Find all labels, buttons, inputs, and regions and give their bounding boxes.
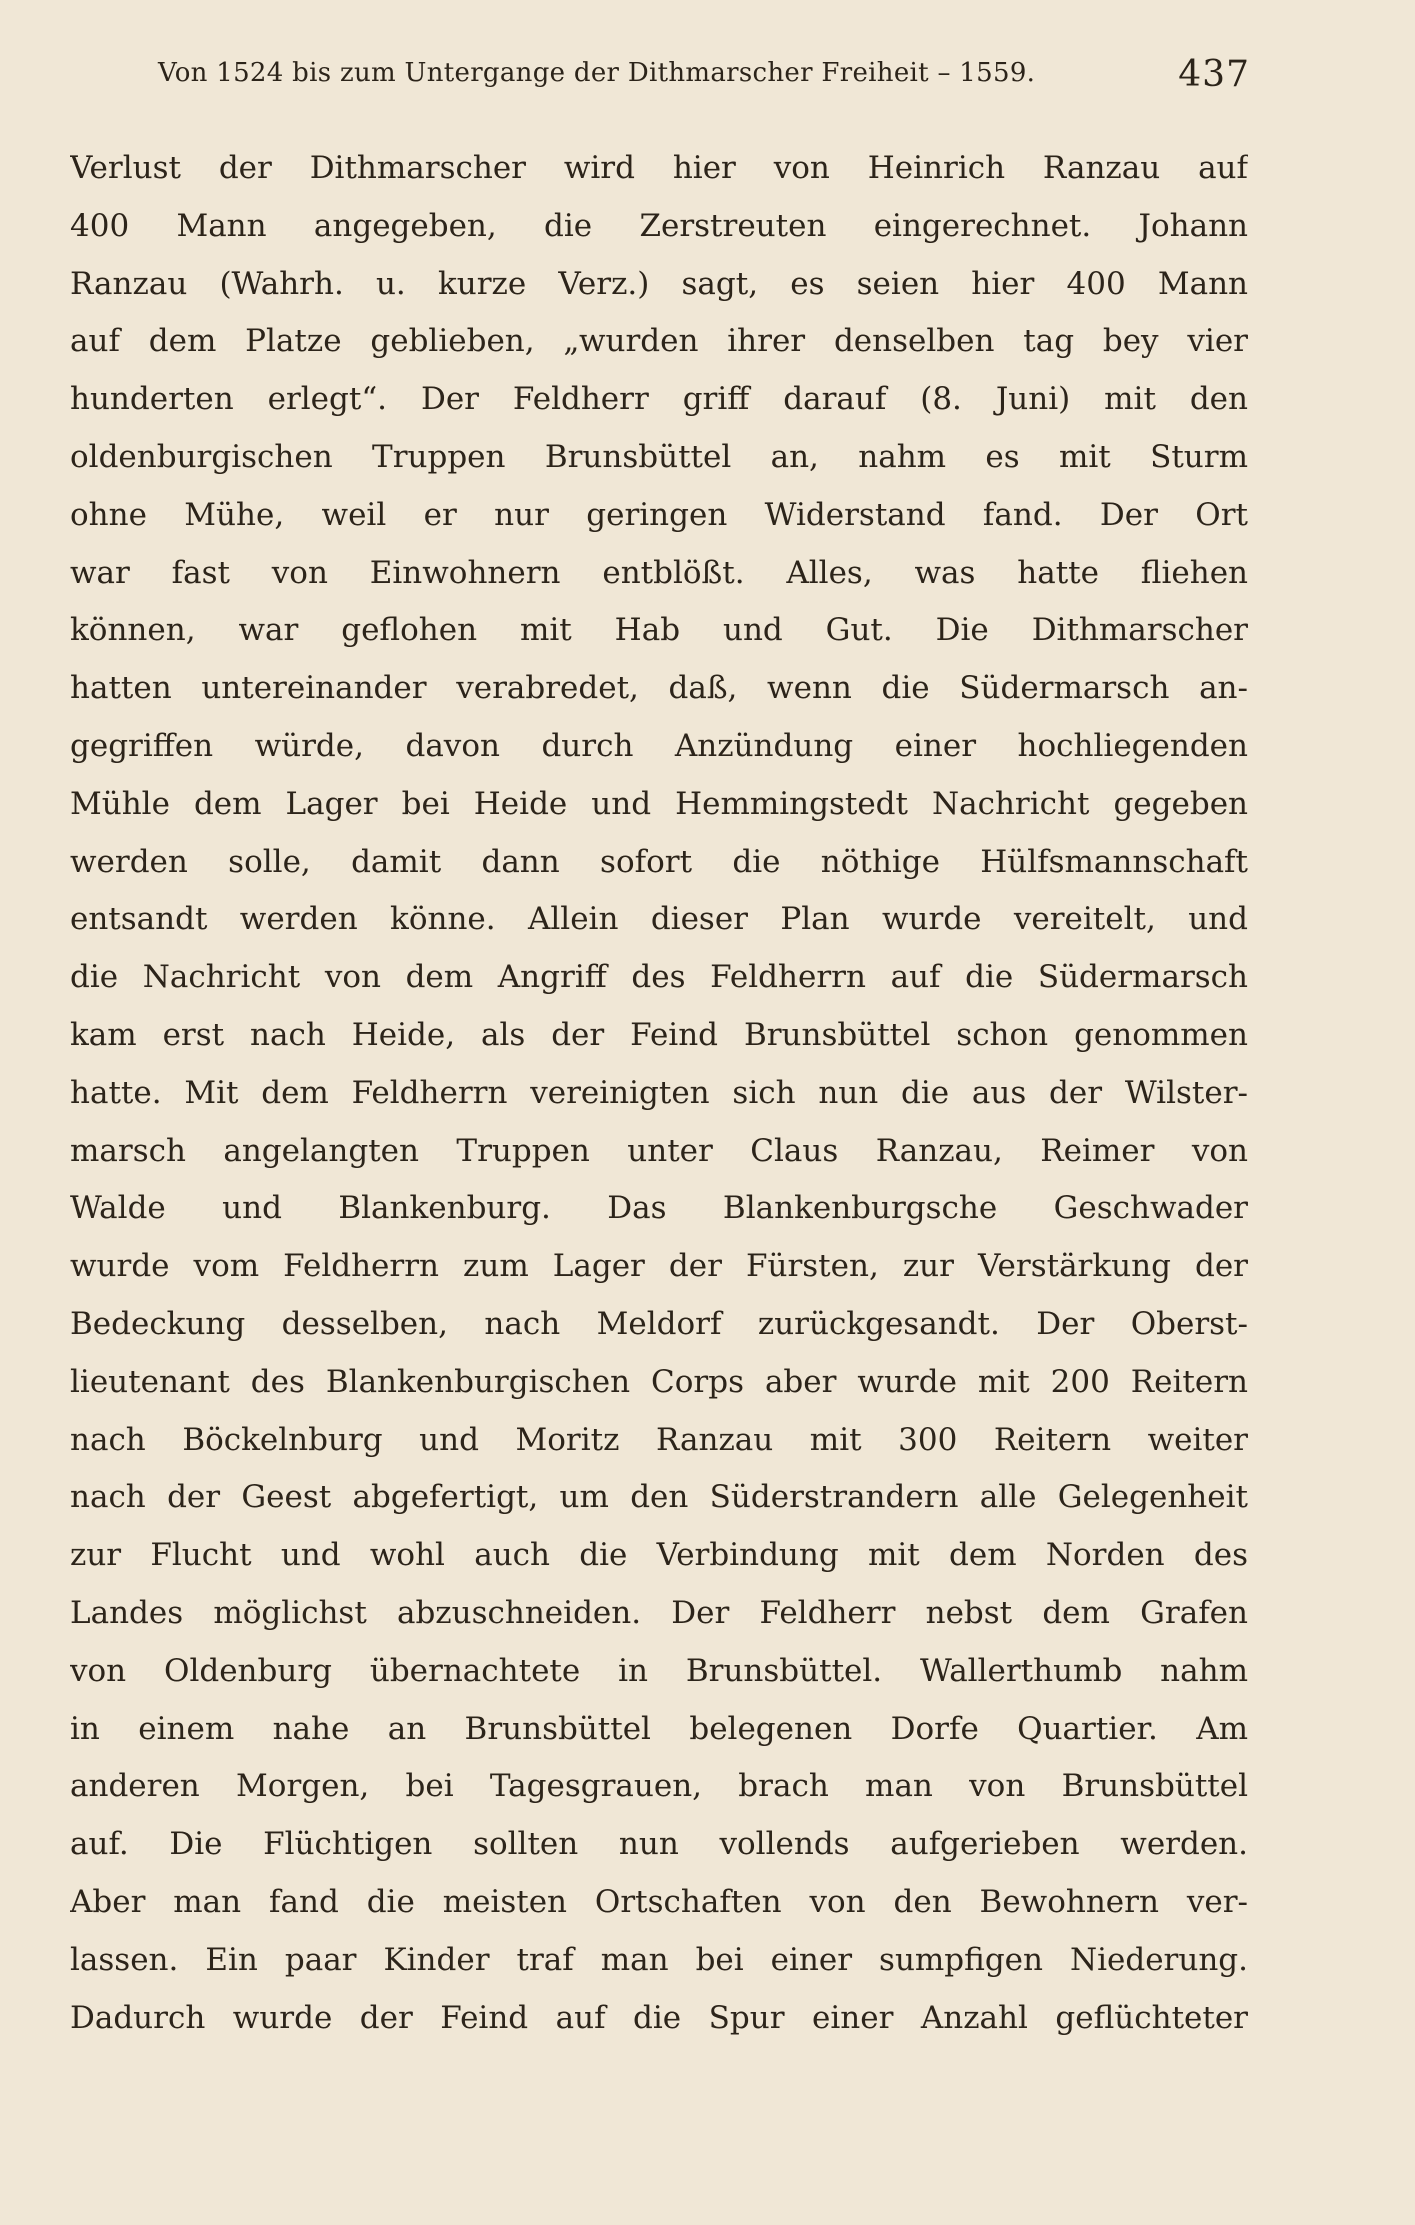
text-line: Aber man fand die meisten Ortschaften von den Bewohnern ver-	[70, 1883, 1248, 1920]
text-line: Ranzau (Wahrh. u. kurze Verz.) sagt, es seien hier 400 Mann	[70, 265, 1248, 302]
text-line: lieutenant des Blankenburgischen Corps aber wurde mit 200 Reitern	[70, 1363, 1248, 1400]
text-line: marsch angelangten Truppen unter Claus Ranzau, Reimer von	[70, 1132, 1248, 1169]
running-head	[158, 54, 1250, 102]
text-line: hatte. Mit dem Feldherrn vereinigten sich nun die aus der Wilster-	[70, 1074, 1248, 1111]
text-line: anderen Morgen, bei Tagesgrauen, brach man von Brunsbüttel	[70, 1768, 1248, 1805]
text-line: werden solle, damit dann sofort die nöthige Hülfsmannschaft	[70, 843, 1248, 880]
text-line: auf. Die Flüchtigen sollten nun vollends aufgerieben werden.	[70, 1826, 1248, 1863]
text-line: lassen. Ein paar Kinder traf man bei einer sumpfigen Niederung.	[70, 1941, 1248, 1978]
text-line: können, war geflohen mit Hab und Gut. Die Dithmarscher	[70, 612, 1248, 649]
text-line: wurde vom Feldherrn zum Lager der Fürsten, zur Verstärkung der	[70, 1248, 1248, 1285]
text-line: zur Flucht und wohl auch die Verbindung mit dem Norden des	[70, 1537, 1248, 1574]
text-line: Verlust der Dithmarscher wird hier von Heinrich Ranzau auf	[70, 150, 1248, 186]
text-line: nach Böckelnburg und Moritz Ranzau mit 300 Reitern weiter	[70, 1421, 1248, 1458]
text-line: nach der Geest abgefertigt, um den Süderstrandern alle Gelegenheit	[70, 1479, 1248, 1516]
text-line: kam erst nach Heide, als der Feind Brunsbüttel schon genommen	[70, 1016, 1248, 1053]
text-line: auf dem Platze geblieben, „wurden ihrer denselben tag bey vier	[70, 323, 1248, 360]
text-line: von Oldenburg übernachtete in Brunsbüttel. Wallerthumb nahm	[70, 1652, 1248, 1689]
text-line: die Nachricht von dem Angriff des Feldherrn auf die Südermarsch	[70, 959, 1248, 996]
text-line: ohne Mühe, weil er nur geringen Widerstand fand. Der Ort	[70, 496, 1248, 533]
text-line: entsandt werden könne. Allein dieser Plan wurde vereitelt, und	[70, 901, 1248, 938]
text-line: Bedeckung desselben, nach Meldorf zurückgesandt. Der Oberst-	[70, 1305, 1248, 1342]
text-line: war fast von Einwohnern entblößt. Alles, was hatte fliehen	[70, 554, 1248, 591]
text-line: Landes möglichst abzuschneiden. Der Feldherr nebst dem Grafen	[70, 1594, 1248, 1631]
text-line: gegriffen würde, davon durch Anzündung einer hochliegenden	[70, 727, 1248, 764]
text-line: 400 Mann angegeben, die Zerstreuten eingerechnet. Johann	[70, 207, 1248, 244]
text-line: Mühle dem Lager bei Heide und Hemmingstedt Nachricht gegeben	[70, 785, 1248, 822]
text-line: Walde und Blankenburg. Das Blankenburgsche Geschwader	[70, 1190, 1248, 1227]
text-line: hunderten erlegt“. Der Feldherr griff darauf (8. Juni) mit den	[70, 381, 1248, 418]
text-line: Dadurch wurde der Feind auf die Spur einer Anzahl geflüchteter	[70, 1999, 1248, 2036]
running-title: Von 1524 bis zum Untergange der Dithmarscher Freiheit – 1559.	[158, 58, 1036, 88]
text-line: in einem nahe an Brunsbüttel belegenen Dorfe Quartier. Am	[70, 1710, 1248, 1747]
body-text	[70, 140, 1248, 2047]
page-number: 437	[1178, 54, 1250, 95]
text-line: hatten untereinander verabredet, daß, wenn die Südermarsch an-	[70, 670, 1248, 707]
text-line: oldenburgischen Truppen Brunsbüttel an, nahm es mit Sturm	[70, 438, 1248, 475]
